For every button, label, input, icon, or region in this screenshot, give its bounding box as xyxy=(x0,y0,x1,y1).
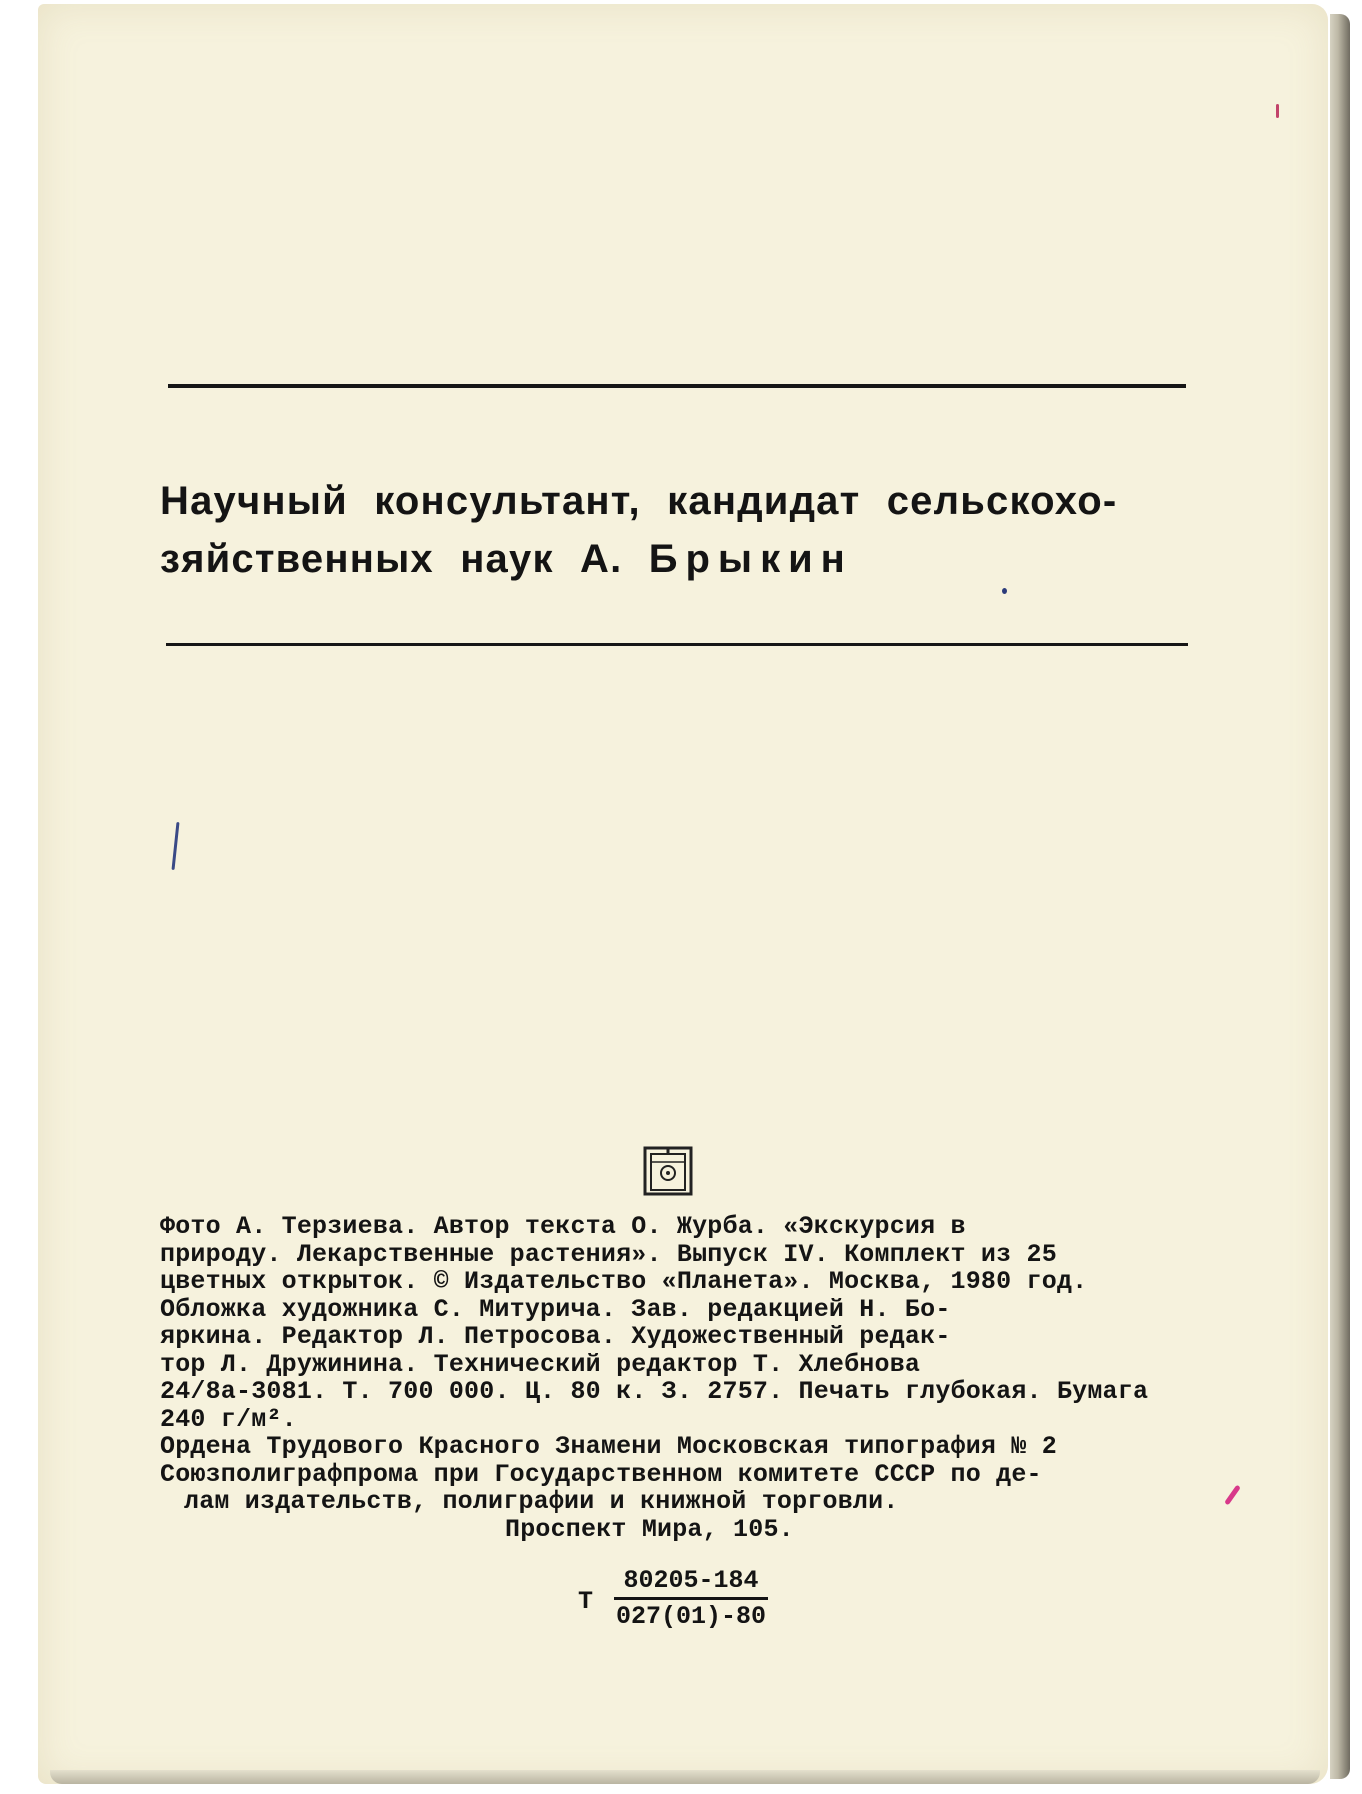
envelope-right-edge xyxy=(1330,14,1350,1779)
imprint-line: 240 г/м². xyxy=(160,1404,297,1434)
imprint-line: тор Л. Дружинина. Технический редактор Т. Хлебнова xyxy=(160,1349,921,1379)
index-code-numerator: 80205-184 xyxy=(614,1565,768,1600)
publication-imprint xyxy=(160,1213,1200,1543)
consultant-line-1: Научный консультант, кандидат сельскохо- xyxy=(160,479,1118,523)
scientific-consultant-credit xyxy=(160,472,1200,588)
consultant-name: Брыкин xyxy=(648,537,853,581)
imprint-line: яркина. Редактор Л. Петросова. Художественный редак- xyxy=(160,1322,951,1351)
imprint-line: природу. Лекарственные растения». Выпуск IV. Комплект из 25 xyxy=(160,1239,1057,1269)
imprint-line: 24/8а-3081. Т. 700 000. Ц. 80 к. З. 2757. Печать глубокая. Бумага xyxy=(160,1377,1149,1406)
imprint-line: Фото А. Терзиева. Автор текста О. Журба. «Экскурсия в xyxy=(160,1212,966,1241)
printing-house-line: Союзполиграфпрома при Государственном комитете СССР по де- xyxy=(160,1459,1042,1489)
printing-house-line: лам издательств, полиграфии и книжной торговли. xyxy=(184,1487,899,1516)
index-code-fraction xyxy=(614,1565,768,1634)
ink-speck xyxy=(1002,588,1007,594)
consultant-line-2 xyxy=(160,530,1200,588)
ink-mark xyxy=(1276,104,1279,118)
publisher-logo-icon xyxy=(642,1145,694,1197)
printing-house-address: Проспект Мира, 105. xyxy=(505,1514,794,1544)
bottom-divider-rule xyxy=(166,643,1188,646)
imprint-line: цветных открыток. © Издательство «Планета». Москва, 1980 год. xyxy=(160,1267,1088,1296)
index-code-prefix: Т xyxy=(578,1587,594,1616)
consultant-line-2-prefix: зяйственных наук А. xyxy=(160,537,623,581)
envelope-bottom-edge xyxy=(50,1770,1320,1784)
imprint-line: Обложка художника С. Митурича. Зав. редакцией Н. Бо- xyxy=(160,1294,951,1324)
index-code-denominator: 027(01)-80 xyxy=(615,1602,767,1631)
printing-house-line: Ордена Трудового Красного Знамени Московская типография № 2 xyxy=(160,1432,1057,1461)
top-divider-rule xyxy=(168,384,1186,388)
